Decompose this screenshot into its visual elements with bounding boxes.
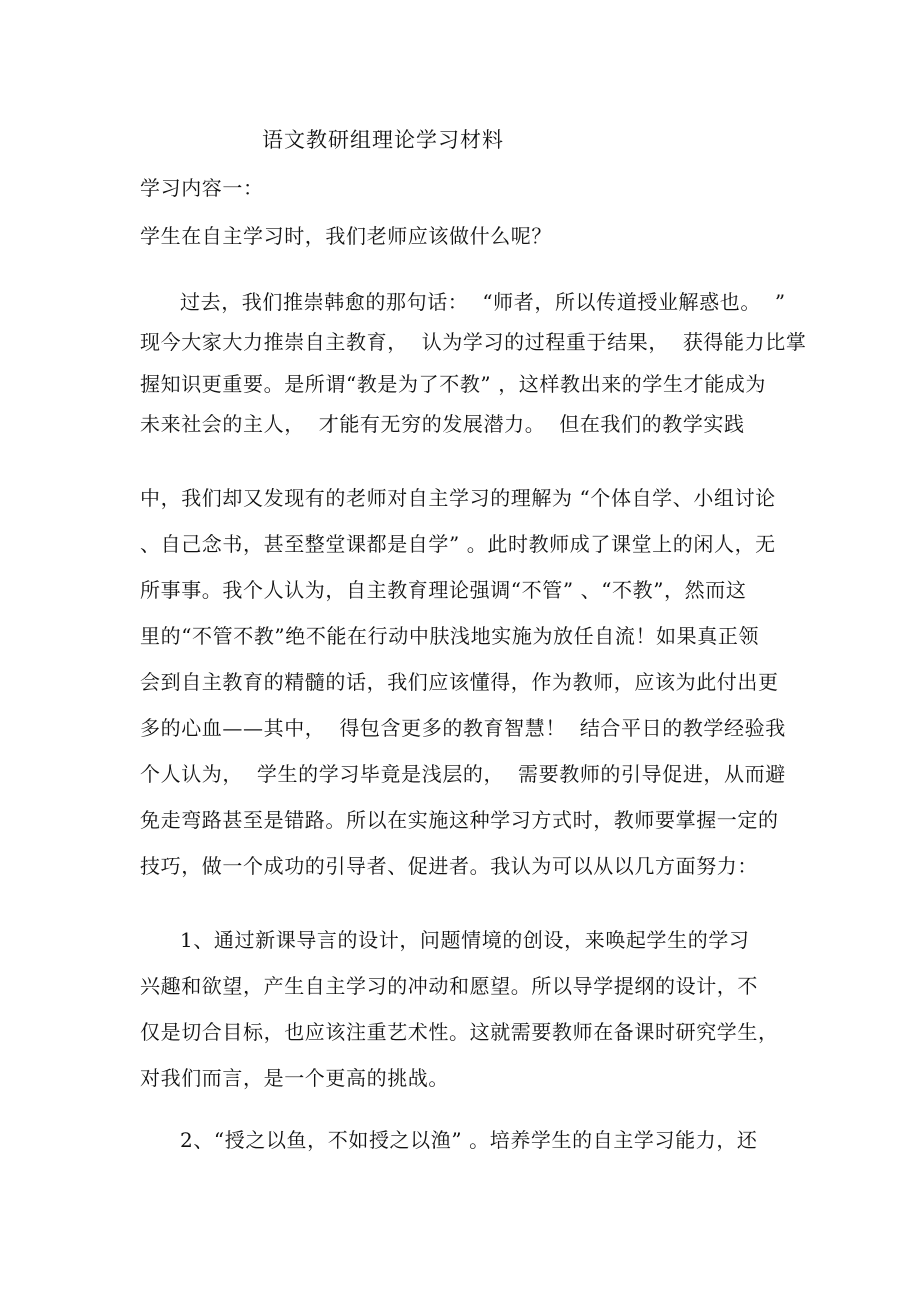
paragraph-line: 中，我们却又发现有的老师对自主学习的理解为 “个体自学、小组讨论: [140, 486, 776, 510]
section-heading: 学习内容一：: [140, 176, 264, 200]
paragraph-line: 过去，我们推崇韩愈的那句话： “师者，所以传道授业解惑也。 ”: [180, 290, 786, 314]
paragraph-line: 里的“不管不教”绝不能在行动中肤浅地实施为放任自流！如果真正领: [140, 624, 760, 648]
paragraph-line: 兴趣和欲望，产生自主学习的冲动和愿望。所以导学提纲的设计，不: [140, 974, 758, 998]
paragraph-line: 会到自主教育的精髓的话，我们应该懂得，作为教师，应该为此付出更: [140, 670, 779, 694]
paragraph-line: 现今大家大力推崇自主教育， 认为学习的过程重于结果， 获得能力比掌: [140, 330, 807, 354]
paragraph-line: 握知识更重要。是所谓“教是为了不教” ，这样教出来的学生才能成为: [140, 372, 767, 396]
paragraph-line: 对我们而言，是一个更高的挑战。: [140, 1066, 449, 1090]
question-line: 学生在自主学习时，我们老师应该做什么呢？: [140, 224, 552, 248]
paragraph-line: 、自己念书，甚至整堂课都是自学” 。此时教师成了课堂上的闲人，无: [140, 532, 776, 556]
paragraph-line: 2、“授之以鱼，不如授之以渔” 。培养学生的自主学习能力，还: [180, 1128, 758, 1152]
paragraph-line: 1、通过新课导言的设计，问题情境的创设，来唤起学生的学习: [180, 928, 750, 952]
document-title: 语文教研组理论学习材料: [262, 128, 504, 152]
paragraph-line: 未来社会的主人， 才能有无穷的发展潜力。 但在我们的教学实践: [140, 412, 745, 436]
paragraph-line: 技巧，做一个成功的引导者、促进者。我认为可以从以几方面努力：: [140, 854, 758, 878]
paragraph-line: 多的心血——其中， 得包含更多的教育智慧！ 结合平日的教学经验我: [140, 716, 786, 740]
paragraph-line: 所事事。我个人认为，自主教育理论强调“不管” 、“不教”，然而这: [140, 578, 747, 602]
paragraph-line: 仅是切合目标，也应该注重艺术性。这就需要教师在备课时研究学生，: [140, 1020, 779, 1044]
paragraph-line: 个人认为， 学生的学习毕竟是浅层的， 需要教师的引导促进，从而避: [140, 762, 786, 786]
paragraph-line: 免走弯路甚至是错路。所以在实施这种学习方式时，教师要掌握一定的: [140, 808, 779, 832]
